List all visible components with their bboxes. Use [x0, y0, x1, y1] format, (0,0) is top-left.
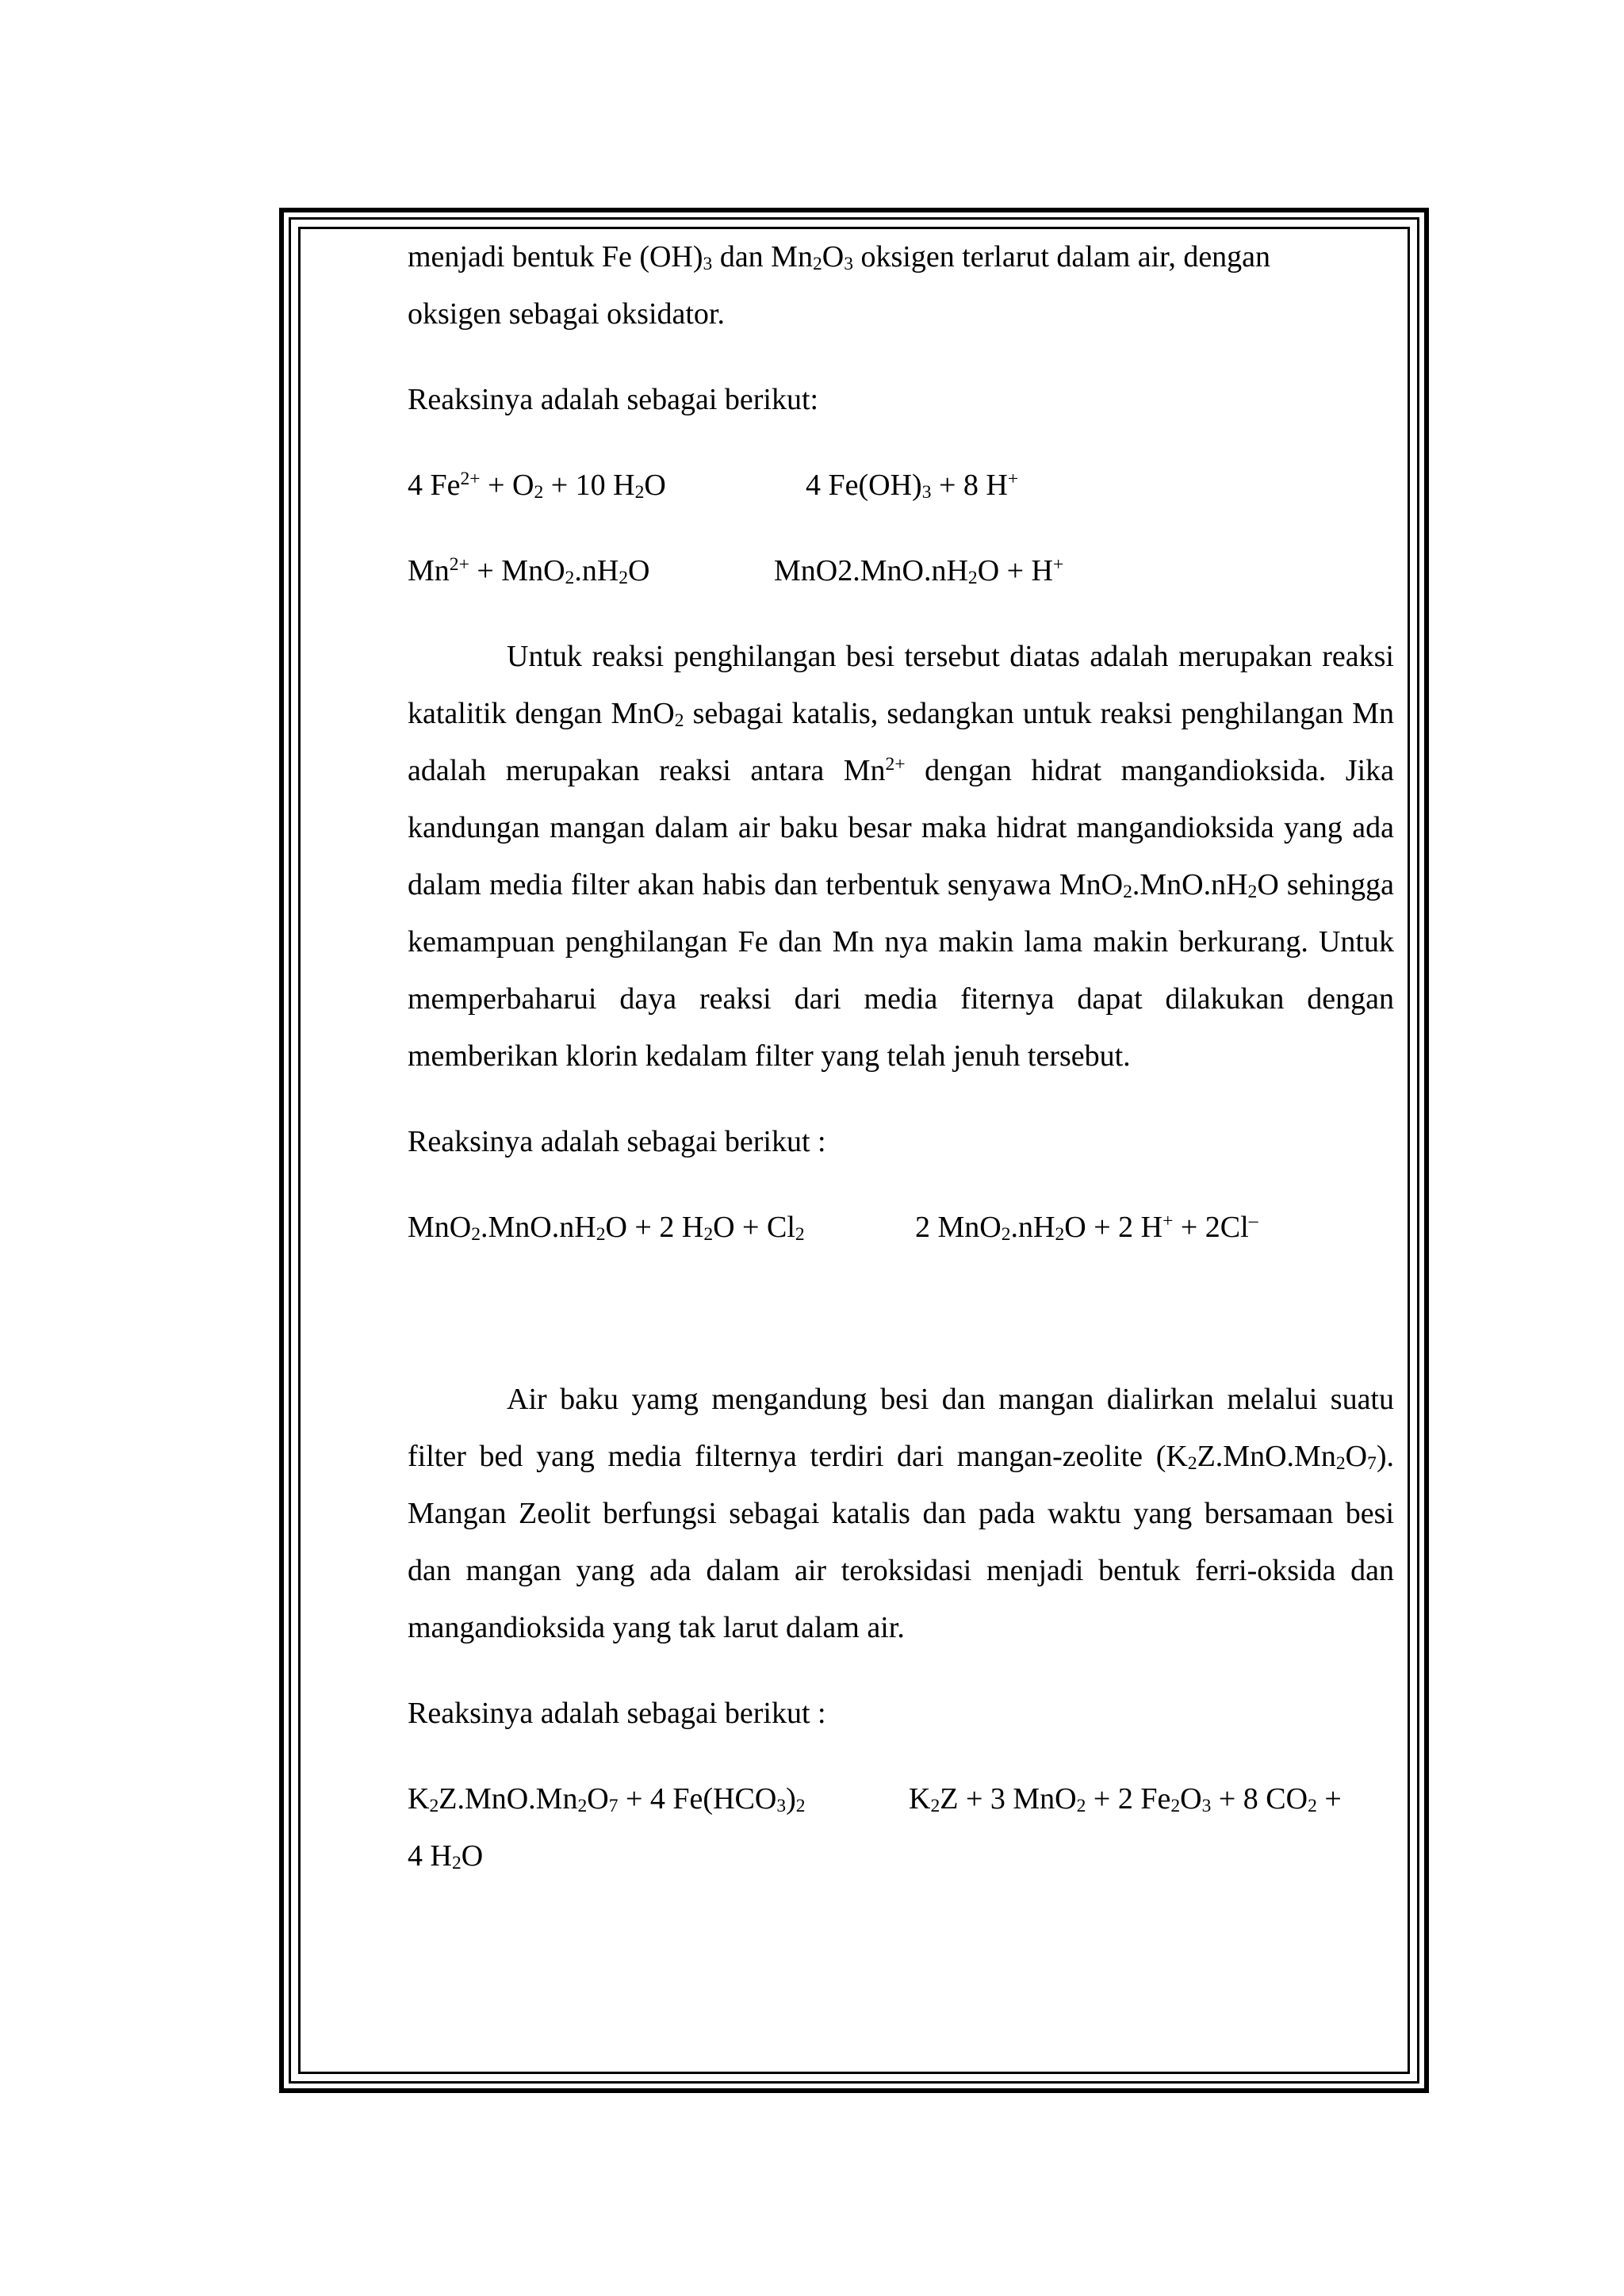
equation-1	[408, 457, 1394, 514]
equation-3-lhs: $MnO_2.MnO.nH_2O + 2$ $H_2O + Cl_2$	[408, 1211, 805, 1246]
paragraph-intro-line2: oksigen sebagai oksidator.	[408, 297, 725, 331]
equation-1-rhs: 4 $Fe(OH)_3 + 8$ H+	[806, 469, 1019, 503]
reaction-heading-3: Reaksinya adalah sebagai berikut :	[408, 1697, 826, 1730]
equation-3-rhs: 2 $MnO_2.nH_2O + 2$ H+ + 2Cl–	[915, 1211, 1258, 1246]
equation-2-lhs: $Mn^{2+} + MnO_2.nH_2O$	[408, 554, 650, 589]
paragraph-zeolite: Air baku yamg mengandung besi dan mangan dialirkan melalui suatu filter bed yang media filternya terdiri dari mangan-zeolite $(K_2Z.MnO.Mn_2O_7)$. Mangan Zeolit berfungsi sebagai katalis dan pada waktu yang bersamaan besi dan mangan yang ada dalam air teroksidasi menjadi bentuk ferri-oksida dan mangandioksida yang tak larut dalam air.	[408, 1383, 1394, 1644]
equation-2	[408, 542, 1394, 599]
equation-4-rhs: $K_2Z + 3$ MnO$_2$ + 2 $Fe_2O_3 + 8$ $CO_2$ +	[909, 1782, 1342, 1817]
reaction-heading-2: Reaksinya adalah sebagai berikut :	[408, 1125, 826, 1158]
equation-4-lhs: $K_2Z.MnO.Mn_2O_7 + 4$ $Fe(HCO_3)_2$	[408, 1782, 806, 1817]
document-body	[408, 228, 1394, 1885]
equation-2-rhs: $MnO2.MnO.nH_2O + H^+$	[774, 554, 1064, 589]
reaction-heading-1: Reaksinya adalah sebagai berikut:	[408, 383, 819, 416]
equation-1-lhs: 4 $Fe^{2+} + O_2 + 10$ $H_2O$	[408, 469, 666, 503]
paragraph-intro: menjadi bentuk Fe $(OH)_3$ dan $Mn_2O_3$ oksigen terlarut dalam air, dengan	[408, 240, 1271, 275]
equation-3	[408, 1199, 1394, 1256]
equation-4-continuation: 4 $H_2O$	[408, 1839, 484, 1874]
paragraph-catalytic: Untuk reaksi penghilangan besi tersebut diatas adalah merupakan reaksi katalitik dengan MnO$_2$ sebagai katalis, sedangkan untuk reaksi penghilangan Mn adalah merupakan reaksi antara $Mn^{2+}$ dengan hidrat mangandioksida. Jika kandungan mangan dalam air baku besar maka hidrat mangandioksida yang ada dalam media filter akan habis dan terbentuk senyawa $MnO_2.MnO.nH_2O$ sehingga kemampuan penghilangan Fe dan Mn nya makin lama makin berkurang. Untuk memperbaharui daya reaksi dari media fiternya dapat dilakukan dengan memberikan klorin kedalam filter yang telah jenuh tersebut.	[408, 640, 1394, 1073]
equation-4	[408, 1770, 1394, 1827]
